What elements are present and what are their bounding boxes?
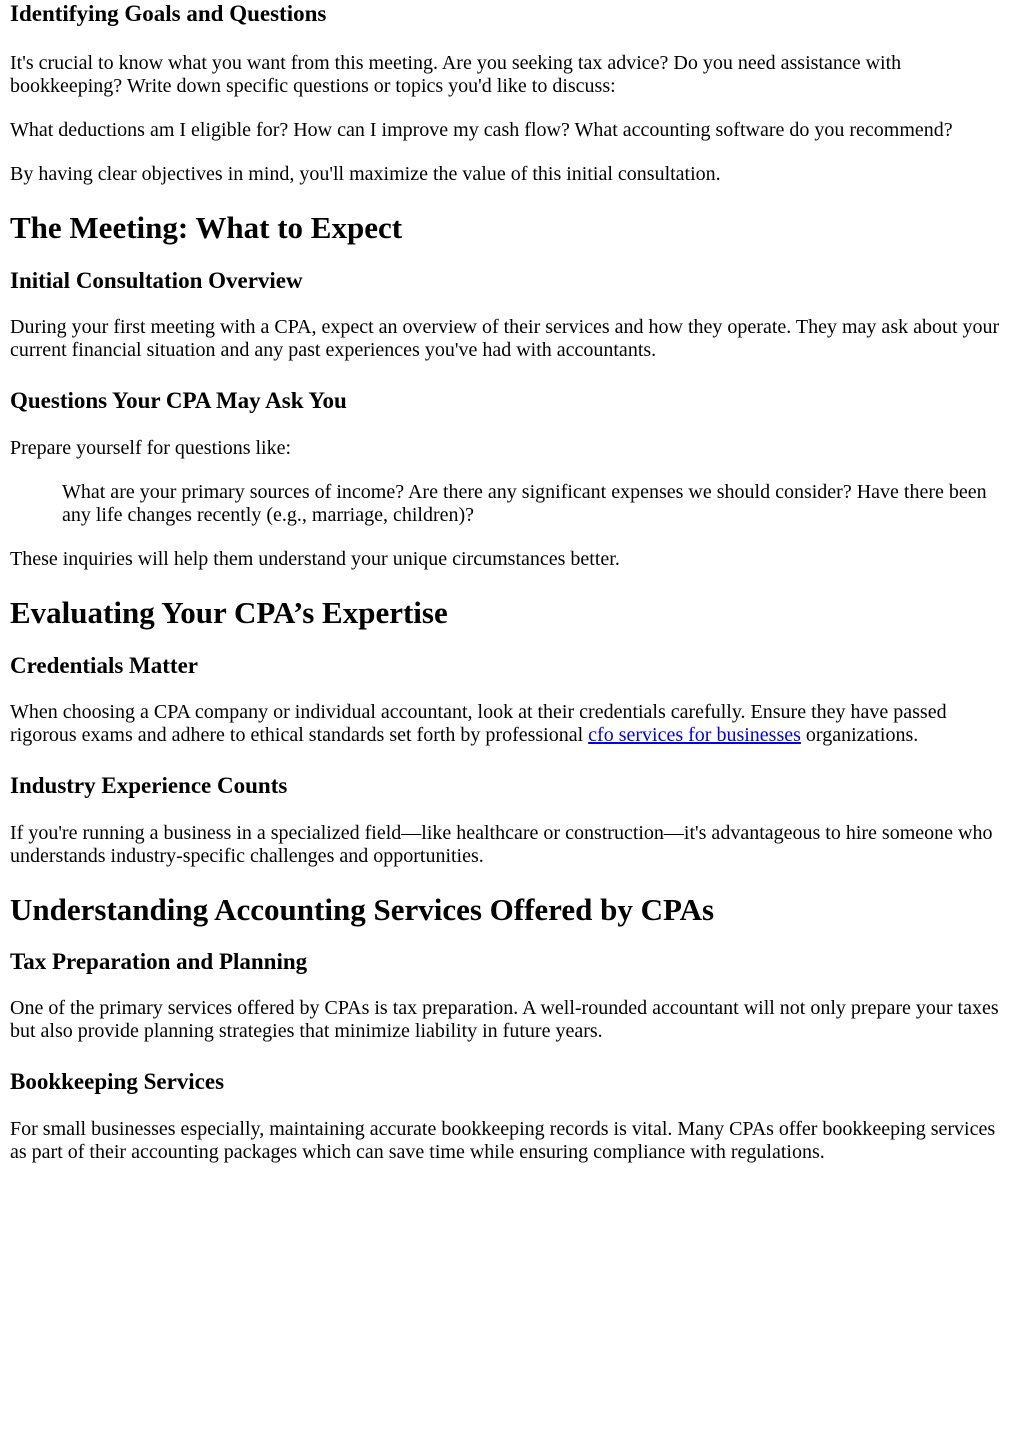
industry-experience-paragraph: If you're running a business in a specialized field—like healthcare or construction—it's advantageous to hire someone who understands industry-specific challenges and opportunities. (10, 822, 993, 867)
credentials-paragraph (10, 701, 1014, 747)
goals-paragraph-2: What deductions am I eligible for? How can I improve my cash flow? What accounting software do you recommend? (10, 119, 953, 141)
questions-outro-paragraph: These inquiries will help them understand your unique circumstances better. (10, 548, 620, 570)
tax-preparation-paragraph: One of the primary services offered by CPAs is tax preparation. A well-rounded accountant will not only prepare your taxes but also provide planning strategies that minimize liability in future years. (10, 997, 999, 1042)
goals-paragraph-3: By having clear objectives in mind, you'll maximize the value of this initial consultation. (10, 163, 721, 185)
questions-blockquote: What are your primary sources of income? Are there any significant expenses we should consider? Have there been any life changes recently (e.g., marriage, children)? (62, 481, 987, 526)
credentials-text-before: When choosing a CPA company or individual accountant, look at their credentials carefully. Ensure they have passed rigorous exams and adhere to ethical standards set forth by professional (10, 701, 947, 746)
section-heading-evaluating: Evaluating Your CPA’s Expertise (10, 595, 448, 630)
subheading-credentials: Credentials Matter (10, 653, 198, 678)
subheading-initial-consultation: Initial Consultation Overview (10, 268, 303, 293)
initial-consultation-paragraph: During your first meeting with a CPA, expect an overview of their services and how they operate. They may ask about your current financial situation and any past experiences you've had with accountants. (10, 316, 1000, 361)
bookkeeping-paragraph: For small businesses especially, maintaining accurate bookkeeping records is vital. Many CPAs offer bookkeeping services as part of their accounting packages which can save time while ensuring compliance with regulations. (10, 1118, 996, 1163)
section-heading-goals: Identifying Goals and Questions (10, 1, 327, 26)
goals-paragraph-1: It's crucial to know what you want from this meeting. Are you seeking tax advice? Do you need assistance with bookkeeping? Write down specific questions or topics you'd like to discuss: (10, 52, 902, 97)
subheading-questions-cpa: Questions Your CPA May Ask You (10, 388, 347, 413)
credentials-text-after: organizations. (800, 724, 919, 746)
section-heading-services: Understanding Accounting Services Offered by CPAs (10, 892, 715, 927)
subheading-bookkeeping: Bookkeeping Services (10, 1069, 225, 1094)
subheading-industry-experience: Industry Experience Counts (10, 773, 288, 798)
subheading-tax-preparation: Tax Preparation and Planning (10, 949, 308, 974)
questions-intro-paragraph: Prepare yourself for questions like: (10, 437, 292, 459)
section-heading-meeting: The Meeting: What to Expect (10, 210, 403, 245)
cfo-services-link[interactable]: cfo services for businesses (588, 724, 801, 746)
